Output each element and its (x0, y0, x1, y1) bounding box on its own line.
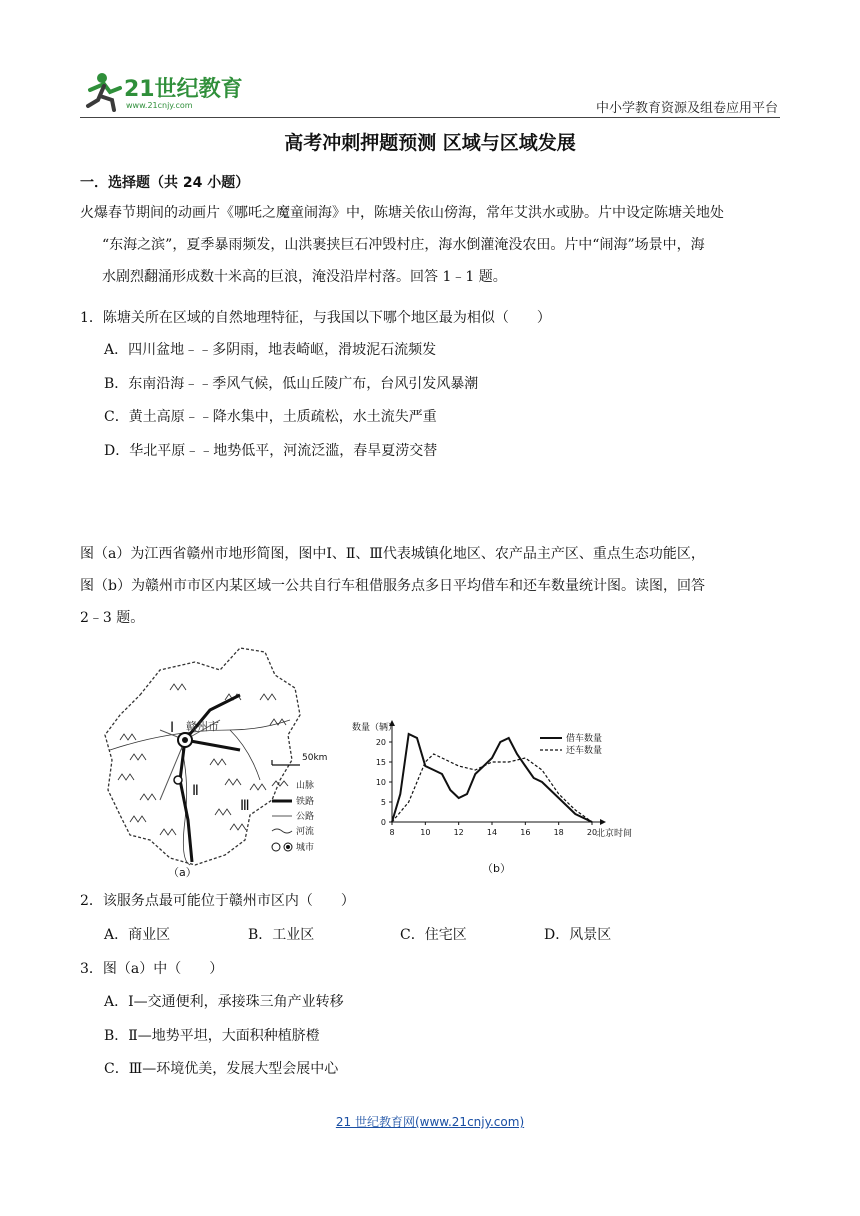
map-boundary (105, 648, 300, 865)
map-city-label: 赣州市 (186, 720, 219, 733)
legend-label-1: 借车数量 (566, 734, 603, 744)
section-heading: 一．选择题（共 24 小题） (80, 175, 250, 191)
y-tick-label: 0 (380, 818, 386, 827)
logo-text: 21世纪教育 (124, 77, 243, 102)
passage-2-line: 图（a）为江西省赣州市地形简图，图中Ⅰ、Ⅱ、Ⅲ代表城镇化地区、农产品主产区、重点生态功能区， (80, 546, 705, 562)
passage-2 (80, 538, 782, 634)
legend-river-label: 河流 (296, 827, 315, 837)
platform-name: 中小学教育资源及组卷应用平台 (595, 101, 778, 116)
question-2-option-d[interactable]: D．风景区 (544, 927, 612, 943)
passage-1-line: 火爆春节期间的动画片《哪吒之魔童闹海》中，陈塘关依山傍海，常年艾洪水或胁。片中设定陈塘关地处 (80, 205, 724, 221)
runner-icon (88, 73, 120, 110)
y-tick-label: 15 (375, 758, 386, 767)
question-2-stem: 2．该服务点最可能位于赣州市区内（ ） (80, 893, 355, 909)
passage-1 (80, 197, 782, 293)
x-tick-label: 12 (453, 828, 464, 837)
series-line-1 (392, 734, 592, 822)
legend-road-label: 公路 (296, 812, 315, 822)
legend-mountain-icon (272, 781, 288, 786)
region-iii-label: Ⅲ (240, 798, 250, 814)
y-axis-label: 数量（辆） (352, 723, 398, 733)
mountain-symbols (118, 684, 286, 835)
legend-label-2: 还车数量 (566, 746, 603, 756)
question-2-option-c[interactable]: C．住宅区 (400, 927, 467, 943)
legend-city-icon (272, 843, 280, 851)
bike-rental-chart (350, 720, 650, 880)
map-legend (272, 779, 314, 853)
question-1-option-a[interactable]: A．四川盆地﹣﹣多阴雨，地表崎岖，滑坡泥石流频发 (104, 342, 437, 358)
question-1-option-b[interactable]: B．东南沿海﹣﹣季风气候，低山丘陵广布，台风引发风暴潮 (104, 376, 479, 392)
x-tick-label: 16 (520, 828, 531, 837)
x-tick-label: 14 (486, 828, 498, 837)
x-axis-label: 北京时间 (596, 829, 633, 839)
legend-railway-label: 铁路 (296, 797, 315, 807)
x-tick-label: 10 (420, 828, 431, 837)
legend-river-icon (272, 829, 292, 833)
chart-caption: （b） (482, 862, 511, 875)
terrain-map-figure (100, 640, 345, 880)
passage-1-line: “东海之滨”，夏季暴雨频发，山洪裹挟巨石冲毁村庄，海水倒灌淹没农田。片中“闹海”场景中，海 (102, 237, 705, 253)
question-1-option-d[interactable]: D．华北平原﹣﹣地势低平，河流泛滥，春旱夏涝交替 (104, 443, 438, 459)
page-title: 高考冲刺押题预测 区域与区域发展 (284, 132, 576, 154)
x-tick-label: 8 (389, 828, 395, 837)
x-axis-arrow (600, 819, 606, 825)
legend-city-label: 城市 (296, 843, 315, 853)
header-divider (80, 117, 780, 118)
question-3-option-a[interactable]: A．Ⅰ—交通便利，承接珠三角产业转移 (104, 994, 344, 1010)
region-ii-label: Ⅱ (192, 783, 199, 799)
question-3-option-b[interactable]: B．Ⅱ—地势平坦，大面积种植脐橙 (104, 1028, 320, 1044)
x-tick-label: 18 (553, 828, 564, 837)
y-tick-label: 5 (380, 798, 386, 807)
scale-label: 50km (302, 753, 328, 763)
map-caption: （a） (168, 866, 197, 879)
passage-2-line: 图（b）为赣州市市区内某区域一公共自行车租借服务点多日平均借车和还车数量统计图。读图，回答 (80, 578, 705, 594)
question-3-stem: 3．图（a）中（ ） (80, 961, 224, 977)
question-1-option-c[interactable]: C．黄土高原﹣﹣降水集中，土质疏松，水土流失严重 (104, 409, 437, 425)
question-1-stem: 1．陈塘关所在区域的自然地理特征，与我国以下哪个地区最为相似（ ） (80, 310, 551, 326)
logo-url: www.21cnjy.com (126, 101, 193, 110)
y-tick-label: 10 (375, 778, 386, 787)
y-tick-label: 20 (375, 738, 386, 747)
region-i-label: Ⅰ (170, 720, 175, 736)
passage-2-line: 2﹣3 题。 (80, 610, 145, 626)
footer-link[interactable]: 21 世纪教育网(www.21cnjy.com) (335, 1115, 525, 1129)
legend-mountain-label: 山脉 (296, 781, 315, 791)
x-tick-label: 20 (586, 828, 598, 837)
series-line-2 (392, 754, 592, 822)
question-2-option-a[interactable]: A．商业区 (104, 927, 171, 943)
question-2-option-b[interactable]: B．工业区 (248, 927, 315, 943)
city-icon (174, 776, 182, 784)
site-logo (80, 70, 255, 112)
question-3-option-c[interactable]: C．Ⅲ—环境优美，发展大型会展中心 (104, 1061, 339, 1077)
passage-1-line: 水剧烈翻涌形成数十米高的巨浪，淹没沿岸村落。回答 1﹣1 题。 (102, 269, 507, 285)
